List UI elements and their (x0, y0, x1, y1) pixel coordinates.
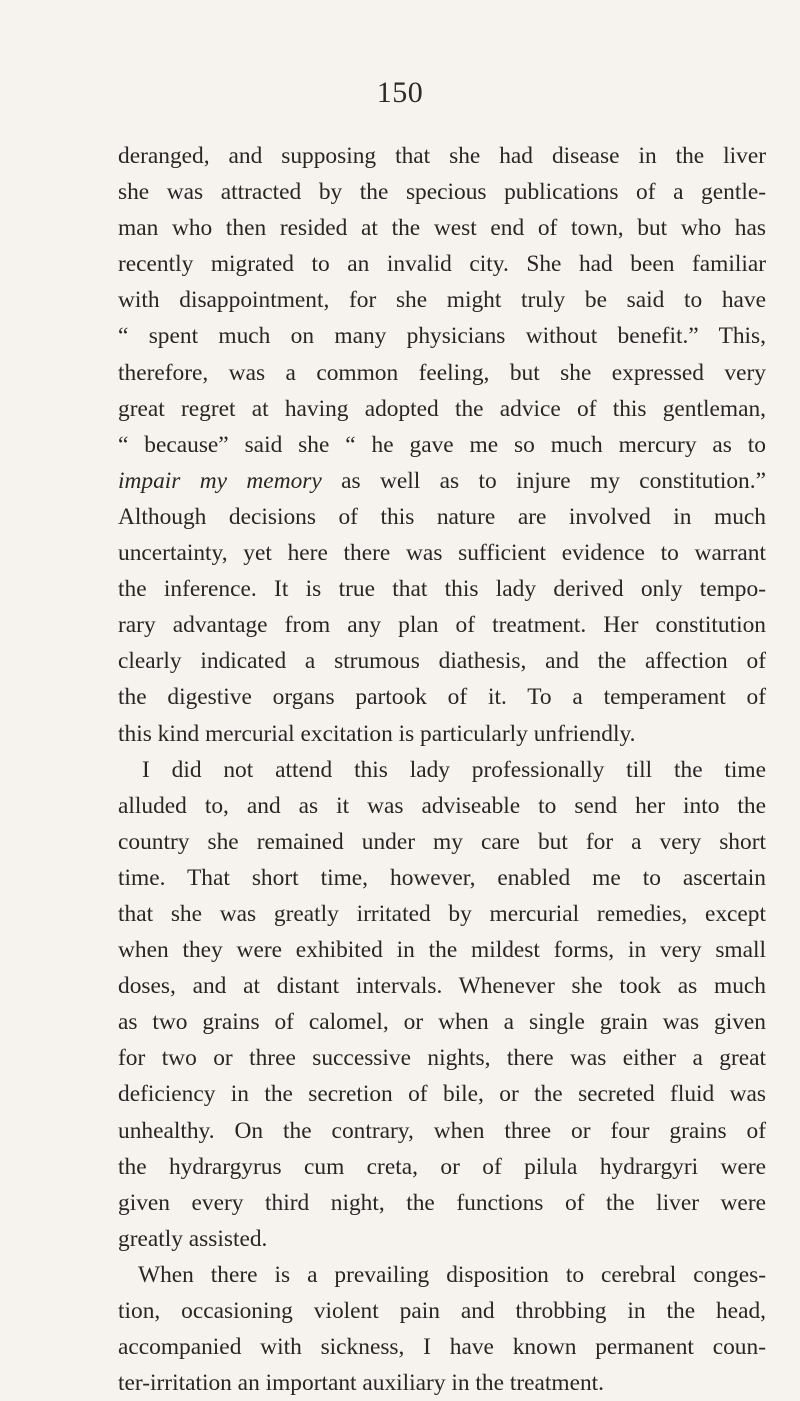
text-line: deranged, and supposing that she had disease in the liver (118, 143, 766, 169)
text-line: for two or three successive nights, there was either a great (118, 1045, 766, 1072)
text-line: recently migrated to an invalid city. She had been familiar (118, 251, 766, 278)
text-line: accompanied with sickness, I have known permanent coun- (118, 1334, 766, 1361)
text-line: she was attracted by the specious publications of a gentle- (118, 179, 766, 206)
text-line: with disappointment, for she might truly be said to have (118, 287, 766, 314)
text-line: given every third night, the functions of the liver were (118, 1189, 766, 1216)
text-line: clearly indicated a strumous diathesis, and the affection of (118, 648, 766, 675)
text-line: that she was greatly irritated by mercurial remedies, except (118, 900, 766, 927)
text-line: Although decisions of this nature are involved in much (118, 503, 766, 530)
text-line: rary advantage from any plan of treatment. Her constitution (118, 612, 766, 639)
text-line: as two grains of calomel, or when a single grain was given (118, 1009, 766, 1036)
text-line: “ because” said she “ he gave me so much mercury as to (118, 431, 766, 458)
text-line: unhealthy. On the contrary, when three or four grains of (118, 1117, 766, 1144)
text-line: greatly assisted. (118, 1225, 268, 1252)
text-line: this kind mercurial excitation is particularly unfriendly. (118, 720, 636, 747)
text-line: the hydrargyrus cum creta, or of pilula hydrargyri were (118, 1153, 766, 1180)
text-line-with-italic (118, 463, 766, 499)
text-line: the inference. It is true that this lady derived only tempo- (118, 576, 766, 603)
text-line: doses, and at distant intervals. Whenever she took as much (118, 973, 766, 1000)
italic-phrase: impair my memory (118, 467, 322, 494)
text-line: country she remained under my care but for a very short (118, 828, 766, 855)
text-line: deficiency in the secretion of bile, or the secreted fluid was (118, 1081, 766, 1108)
text-line: uncertainty, yet here there was sufficient evidence to warrant (118, 540, 766, 567)
text-line-rest: as well as to injure my constitution.” (321, 467, 766, 494)
text-line: “ spent much on many physicians without benefit.” This, (118, 323, 766, 350)
text-line: alluded to, and as it was adviseable to send her into the (118, 792, 766, 819)
paragraph-start-line: I did not attend this lady professionally till the time (142, 756, 766, 783)
text-line: great regret at having adopted the advice of this gentleman, (118, 395, 766, 422)
body-text (118, 138, 766, 1401)
text-line: the digestive organs partook of it. To a temperament of (118, 684, 766, 711)
text-line: tion, occasioning violent pain and throbbing in the head, (118, 1298, 766, 1324)
page-number: 150 (376, 76, 424, 109)
text-line: when they were exhibited in the mildest forms, in very small (118, 937, 766, 964)
text-line: man who then resided at the west end of town, but who has (118, 215, 766, 242)
text-line: time. That short time, however, enabled me to ascertain (118, 864, 766, 891)
text-line: ter-irritation an important auxiliary in the treatment. (118, 1370, 605, 1397)
text-line: therefore, was a common feeling, but she expressed very (118, 359, 766, 386)
paragraph-start-line: When there is a prevailing disposition to cerebral conges- (138, 1261, 766, 1288)
